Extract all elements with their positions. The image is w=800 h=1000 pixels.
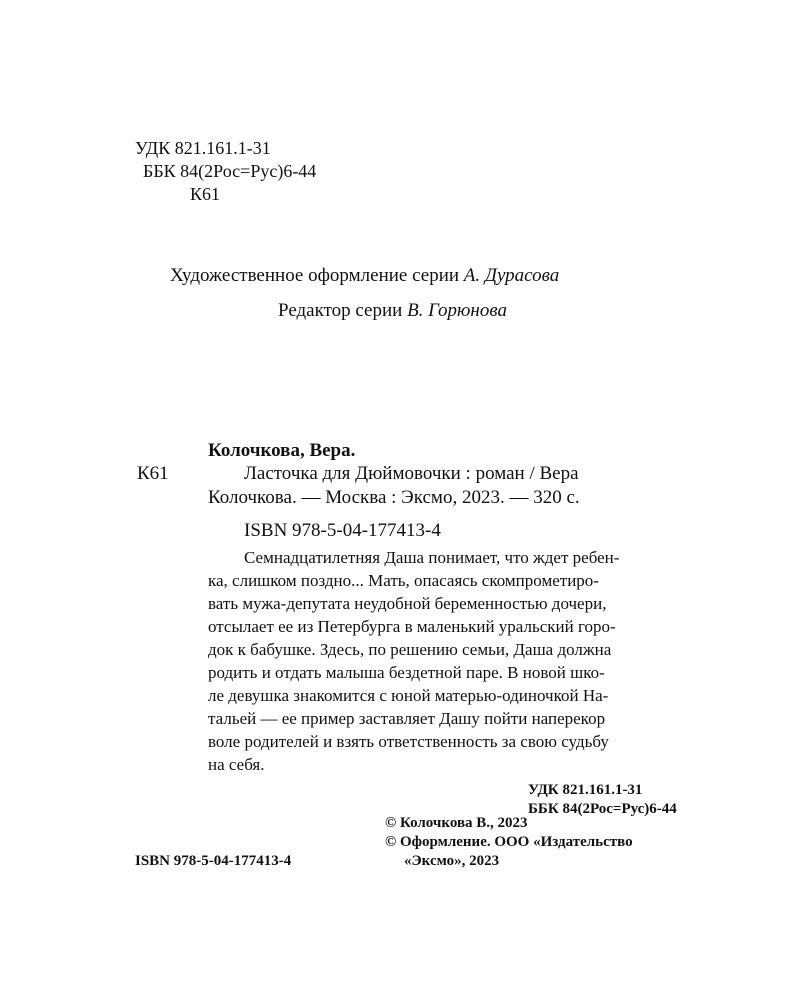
design-credit-name: А. Дурасова — [463, 265, 560, 286]
title-line-2: Колочкова. — Москва : Эксмо, 2023. — 320 с. — [208, 487, 580, 508]
annotation-line: отсылает ее из Петербурга в маленький уральский горо- — [208, 617, 616, 636]
top-author-mark: К61 — [190, 184, 221, 204]
annotation-line: вать мужа-депутата неудобной беременностью дочери, — [208, 594, 607, 613]
annotation-line: Семнадцатилетняя Даша понимает, что ждет ребен- — [244, 548, 620, 567]
design-credit — [170, 266, 559, 285]
copyright-design-line-2: «Эксмо», 2023 — [404, 853, 500, 869]
footer-isbn: ISBN 978-5-04-177413-4 — [135, 853, 292, 869]
copyright-author: © Колочкова В., 2023 — [385, 815, 528, 831]
bottom-bbk: ББК 84(2Рос=Рус)6-44 — [528, 801, 677, 817]
annotation-line: ка, слишком поздно... Мать, опасаясь скомпрометиро- — [208, 571, 599, 590]
design-credit-label: Художественное оформление серии — [170, 265, 460, 286]
annotation-line: тальей — ее пример заставляет Дашу пойти наперекор — [208, 709, 606, 728]
annotation-line: ле девушка знакомится с юной матерью-одиночкой На- — [208, 686, 609, 705]
catalog-author-mark: К61 — [137, 463, 169, 484]
catalog-isbn: ISBN 978-5-04-177413-4 — [244, 520, 441, 541]
annotation-line: док к бабушке. Здесь, по решению семьи, Даша должна — [208, 640, 612, 659]
title-line-1: Ласточка для Дюймовочки : роман / Вера — [244, 463, 579, 484]
annotation-line: родить и отдать малыша бездетной паре. В новой шко- — [208, 663, 605, 682]
copyright-design-line-1: © Оформление. ООО «Издательство — [385, 834, 633, 850]
annotation-line: воле родителей и взять ответственность за свою судьбу — [208, 732, 609, 751]
bottom-udk: УДК 821.161.1-31 — [528, 782, 643, 798]
editor-credit-name: В. Горюнова — [407, 300, 507, 321]
top-udk: УДК 821.161.1-31 — [135, 138, 271, 158]
annotation-line: на себя. — [208, 755, 265, 774]
editor-credit — [278, 301, 507, 320]
editor-credit-label: Редактор серии — [278, 300, 403, 321]
author-heading: Колочкова, Вера. — [208, 440, 356, 461]
top-bbk: ББК 84(2Рос=Рус)6-44 — [143, 161, 317, 181]
